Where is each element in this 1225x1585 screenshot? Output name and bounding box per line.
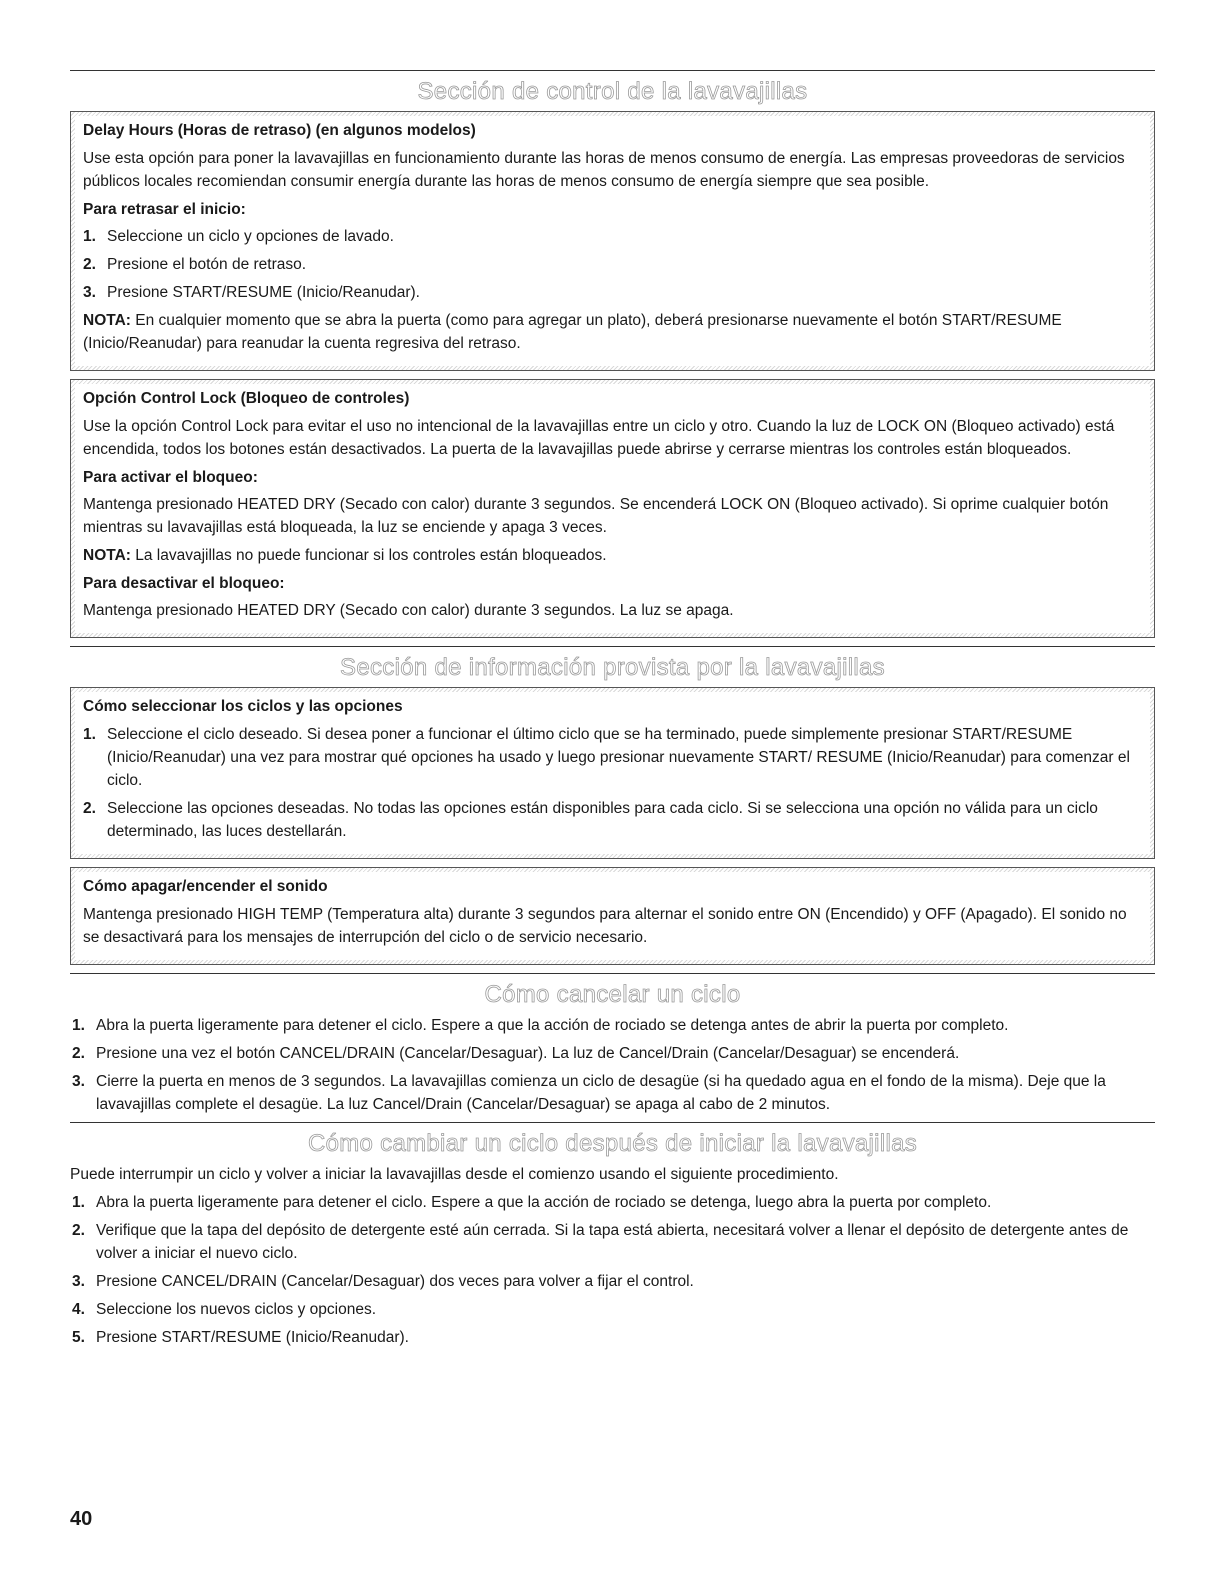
step-text: Presione START/RESUME (Inicio/Reanudar). <box>96 1329 409 1346</box>
box-heading: Cómo apagar/encender el sonido <box>83 878 328 895</box>
note-label: NOTA: <box>83 547 131 564</box>
step-text: Presione CANCEL/DRAIN (Cancelar/Desaguar) dos veces para volver a fijar el control. <box>96 1273 694 1290</box>
page <box>70 70 1155 1354</box>
step-text: Seleccione las opciones deseadas. No todas las opciones están disponibles para cada ciclo. Si se selecciona una opción no válida para un ciclo determinado, las luces destellarán. <box>107 800 1098 840</box>
step-number: 1. <box>83 228 96 245</box>
step-number: 2. <box>72 1222 85 1239</box>
note <box>83 544 1142 567</box>
list-item <box>72 1219 1155 1265</box>
step-number: 5. <box>72 1329 85 1346</box>
step-text: Seleccione un ciclo y opciones de lavado. <box>107 228 394 245</box>
step-number: 1. <box>72 1194 85 1211</box>
list-item <box>72 1042 1155 1065</box>
list-item <box>83 797 1142 843</box>
paragraph: Use esta opción para poner la lavavajillas en funcionamiento durante las horas de menos consumo de energía. Las empresas proveedoras de servicios públicos locales recomiendan consumir energía durante las horas de menos consumo de energía siempre que sea posible. <box>83 150 1125 190</box>
page-number: 40 <box>70 1508 93 1530</box>
step-number: 4. <box>72 1301 85 1318</box>
step-text: Abra la puerta ligeramente para detener el ciclo. Espere a que la acción de rociado se detenga, luego abra la puerta por completo. <box>96 1194 992 1211</box>
section-divider <box>70 70 1155 71</box>
section-divider <box>70 1122 1155 1123</box>
delay-hours-box <box>70 111 1155 371</box>
note <box>83 309 1142 355</box>
step-number: 3. <box>72 1273 85 1290</box>
box-heading: Cómo seleccionar los ciclos y las opciones <box>83 698 403 715</box>
section-title-control: Sección de control de la lavavajillas <box>417 78 808 105</box>
section-title-cancel: Cómo cancelar un ciclo <box>484 981 741 1008</box>
note-text: La lavavajillas no puede funcionar si los controles están bloqueados. <box>130 547 607 564</box>
select-cycles-box <box>70 687 1155 859</box>
step-number: 2. <box>83 256 96 273</box>
list-item <box>72 1326 1155 1349</box>
step-number: 3. <box>72 1073 85 1090</box>
note-label: NOTA: <box>83 312 131 329</box>
list-item <box>72 1014 1155 1037</box>
step-text: Presione START/RESUME (Inicio/Reanudar). <box>107 284 420 301</box>
section-title-information: Sección de información provista por la lavavajillas <box>340 654 885 681</box>
step-text: Cierre la puerta en menos de 3 segundos. La lavavajillas comienza un ciclo de desagüe (si ha quedado agua en el fondo de la misma). Deje que la lavavajillas complete el desagüe. La luz Cancel/Drain (Cancelar/Desaguar) se apaga al cabo de 2 minutos. <box>96 1073 1106 1113</box>
section-divider <box>70 973 1155 974</box>
step-list <box>70 1191 1155 1349</box>
box-heading: Delay Hours (Horas de retraso) (en algunos modelos) <box>83 122 476 139</box>
list-item <box>83 723 1142 792</box>
list-item <box>83 281 1142 304</box>
list-item <box>72 1270 1155 1293</box>
box-heading: Opción Control Lock (Bloqueo de controles) <box>83 390 410 407</box>
list-item <box>83 225 1142 248</box>
section-divider <box>70 646 1155 647</box>
step-list <box>70 1014 1155 1116</box>
step-text: Seleccione el ciclo deseado. Si desea poner a funcionar el último ciclo que se ha terminado, puede simplemente presionar START/RESUME (Inicio/Reanudar) una vez para mostrar qué opciones ha usado y luego presionar nuevamente START/ RESUME (Inicio/Reanudar) para comenzar el ciclo. <box>107 726 1130 789</box>
list-item <box>72 1070 1155 1116</box>
step-number: 1. <box>83 726 96 743</box>
subheading: Para retrasar el inicio: <box>83 201 246 218</box>
list-item <box>72 1191 1155 1214</box>
step-number: 3. <box>83 284 96 301</box>
paragraph: Use la opción Control Lock para evitar el uso no intencional de la lavavajillas entre un ciclo y otro. Cuando la luz de LOCK ON (Bloqueo activado) está encendida, todos los botones están desactivados. La puerta de la lavavajillas puede abrirse y cerrarse mientras los controles están bloqueados. <box>83 418 1115 458</box>
step-number: 1. <box>72 1017 85 1034</box>
step-number: 2. <box>72 1045 85 1062</box>
paragraph: Mantenga presionado HIGH TEMP (Temperatura alta) durante 3 segundos para alternar el sonido entre ON (Encendido) y OFF (Apagado). El sonido no se desactivará para los mensajes de interrupción del ciclo o de servicio necesario. <box>83 906 1127 946</box>
paragraph: Mantenga presionado HEATED DRY (Secado con calor) durante 3 segundos. Se encenderá LOCK ON (Bloqueo activado). Si oprime cualquier botón mientras su lavavajillas está bloqueada, la luz se enciende y apaga 3 veces. <box>83 496 1109 536</box>
step-text: Seleccione los nuevos ciclos y opciones. <box>96 1301 377 1318</box>
list-item <box>83 253 1142 276</box>
step-list <box>83 723 1142 843</box>
step-list <box>83 225 1142 304</box>
paragraph: Mantenga presionado HEATED DRY (Secado con calor) durante 3 segundos. La luz se apaga. <box>83 602 734 619</box>
step-text: Verifique que la tapa del depósito de detergente esté aún cerrada. Si la tapa está abierta, necesitará volver a llenar el depósito de detergente antes de volver a iniciar el nuevo ciclo. <box>96 1222 1129 1262</box>
step-text: Presione el botón de retraso. <box>107 256 307 273</box>
subheading: Para activar el bloqueo: <box>83 469 258 486</box>
paragraph: Puede interrumpir un ciclo y volver a iniciar la lavavajillas desde el comienzo usando el siguiente procedimiento. <box>70 1166 839 1183</box>
note-text: En cualquier momento que se abra la puerta (como para agregar un plato), deberá presionarse nuevamente el botón START/RESUME (Inicio/Reanudar) para reanudar la cuenta regresiva del retraso. <box>83 312 1062 352</box>
control-lock-box <box>70 379 1155 638</box>
step-text: Presione una vez el botón CANCEL/DRAIN (Cancelar/Desaguar). La luz de Cancel/Drain (Cancelar/Desaguar) se encenderá. <box>96 1045 960 1062</box>
subheading: Para desactivar el bloqueo: <box>83 575 285 592</box>
step-text: Abra la puerta ligeramente para detener el ciclo. Espere a que la acción de rociado se detenga antes de abrir la puerta por completo. <box>96 1017 1009 1034</box>
section-title-change-cycle: Cómo cambiar un ciclo después de iniciar la lavavajillas <box>307 1130 918 1157</box>
sound-box <box>70 867 1155 965</box>
step-number: 2. <box>83 800 96 817</box>
list-item <box>72 1298 1155 1321</box>
